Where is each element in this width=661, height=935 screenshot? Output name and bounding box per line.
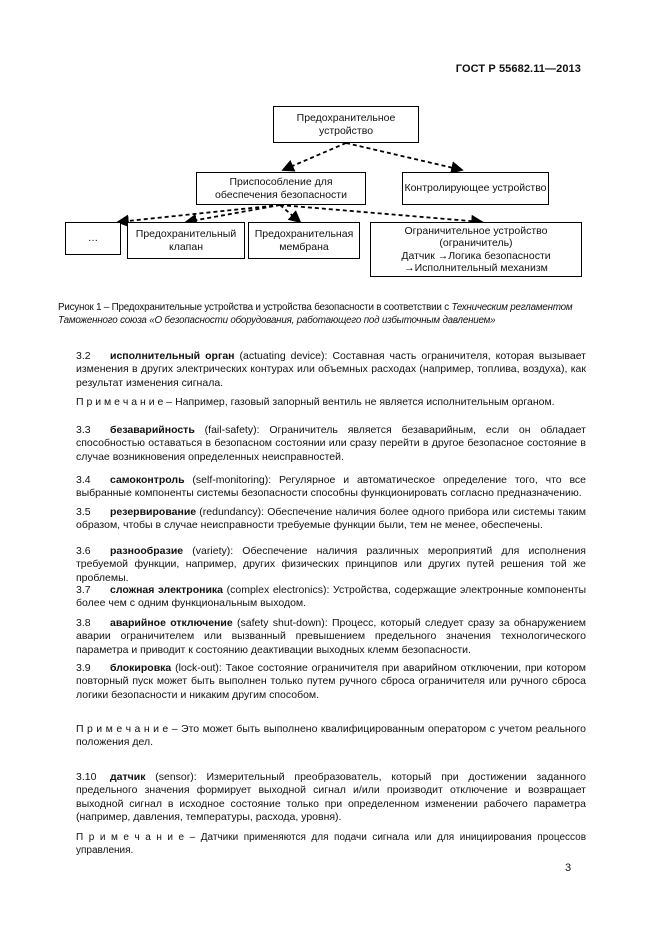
term-3-9: 3.9 блокировка (lock-out): Такое состояние ограничителя при аварийном отключении, при котором повторный пуск может быть выполнен только путем ручного сброса ограничителя или ручного сброса логики безопасности и никаким другим способом. (76, 662, 586, 701)
note-3-9: П р и м е ч а н и е – Это может быть выполнено квалифицированным оператором с учетом реального положения дел. (76, 723, 586, 749)
box-safety-accessory: Приспособление для обеспечения безопасности (196, 172, 366, 205)
arrow-to-b3 (280, 205, 300, 222)
term-3-4: 3.4 самоконтроль (self-monitoring): Регулярное и автоматическое определение того, что все выбранные компоненты системы безопасности способны функционировать согласно предназначению. (76, 474, 586, 500)
arrow-to-b1 (118, 205, 280, 222)
figure-caption: Рисунок 1 – Предохранительные устройства и устройства безопасности в соответствии с Техническим регламентом Таможенного союза «О безопасности оборудования, работающего под избыточным давлением» (58, 302, 573, 326)
box-safety-valve: Предохранительный клапан (127, 222, 245, 259)
note-3-10: П р и м е ч а н и е – Датчики применяются для подачи сигнала или для инициирования процессов управления. (76, 832, 587, 857)
term-3-5: 3.5 резервирование (redundancy): Обеспечение наличия более одного прибора или системы таким образом, чтобы в случае неисправности требуемые функции были, тем не менее, обеспечены. (76, 506, 586, 532)
box-rupture-disk: Предохранительная мембрана (248, 222, 360, 259)
arrow-to-b4 (280, 205, 482, 222)
page-number: 3 (565, 862, 572, 874)
document-code: ГОСТ Р 55682.11—2013 (455, 63, 581, 75)
term-3-3: 3.3 безаварийность (fail-safety): Ограничитель является безаварийным, если он обладает способностью оставаться в безопасном состоянии или сразу перейти в другое безопасное состояние в случае возникновения определенных неисправностей. (76, 424, 586, 463)
box-safety-device: Предохранительное устройство (273, 106, 419, 143)
term-3-8: 3.8 аварийное отключение (safety shut-down): Процесс, который следует сразу за обнаружением аварии ограничителем или вызванный превышением предельного значения технологического параметра и приводит к состоянию деактивации выходных клемм безопасности. (76, 617, 587, 656)
box-limiter: Ограничительное устройство (ограничитель) Датчик →Логика безопасности →Исполнительный механизм (370, 222, 582, 277)
arrow-top-to-left (283, 143, 346, 170)
term-3-7: 3.7 сложная электроника (complex electronics): Устройства, содержащие электронные компоненты более чем с одним функциональным выходом. (76, 584, 587, 610)
note-3-2: П р и м е ч а н и е – Например, газовый запорный вентиль не является исполнительным органом. (76, 396, 555, 408)
box-control-device: Контролирующее устройство (402, 172, 549, 205)
term-3-6: 3.6 разнообразие (variety): Обеспечение наличия различных мероприятий для исполнения требуемой функции, например, других физических принципов или других путей решения той же проблемы. (76, 545, 586, 584)
arrow-top-to-right (346, 143, 462, 170)
term-3-2: 3.2 исполнительный орган (actuating device): Составная часть ограничителя, которая вызывает изменения в других электрических контурах или объемных расходах (например, топлива, воздуха), как результат изменения сигнала. (76, 350, 586, 389)
term-3-10: 3.10 датчик (sensor): Измерительный преобразователь, который при достижении заданного предельного значения формирует выходной сигнал и/или производит отключение и возвращает выходной сигнал в исходное состояние только при определенном изменении рабочего параметра (например, давления, температуры, расхода, уровня). (76, 771, 586, 823)
box-ellipsis: … (65, 222, 121, 255)
